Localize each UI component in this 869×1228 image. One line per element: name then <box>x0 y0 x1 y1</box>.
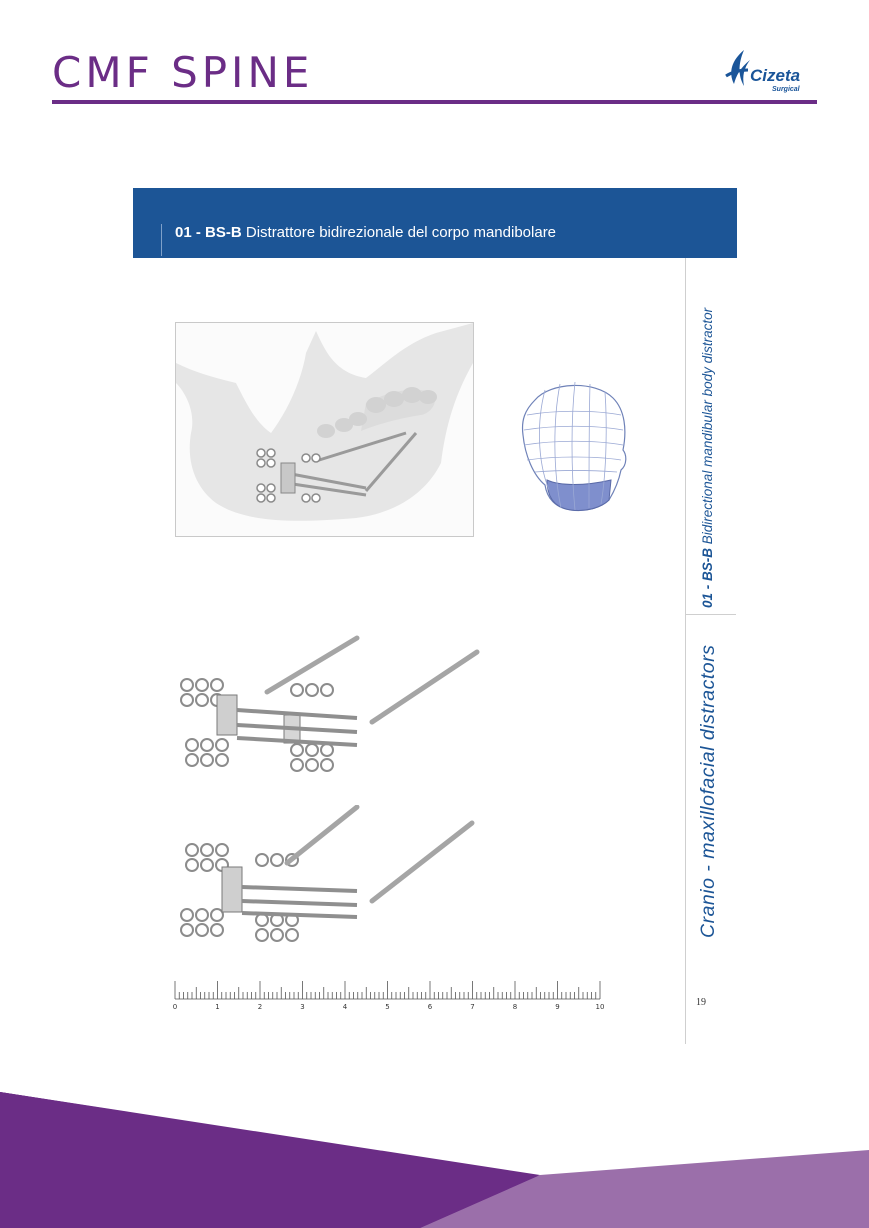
ruler-label: 9 <box>555 1003 560 1011</box>
ruler-label: 2 <box>257 1003 263 1011</box>
measurement-ruler <box>170 975 610 1015</box>
side-category-label: Cranio - maxillofacial distractors <box>697 644 719 938</box>
title-divider <box>161 224 162 256</box>
ruler-label: 10 <box>595 1003 605 1011</box>
header-rule <box>52 100 817 104</box>
distractor-device-bottom <box>172 805 492 955</box>
logo-sub: Surgical <box>772 86 800 93</box>
logo-name: Cizeta <box>750 66 801 85</box>
side-rule <box>685 258 686 1044</box>
side-product-code: 01 - BS-B <box>700 547 715 608</box>
ruler-label: 0 <box>172 1003 178 1011</box>
section-code: 01 - BS-B <box>175 224 242 241</box>
ruler-label: 5 <box>385 1003 390 1011</box>
head-region-icon <box>515 380 630 515</box>
page-number: 19 <box>696 997 706 1008</box>
ruler-label: 7 <box>470 1003 475 1011</box>
ruler-label: 1 <box>215 1003 220 1011</box>
header-title: CMF SPINE <box>52 48 314 97</box>
section-title <box>175 224 556 241</box>
ruler-label: 8 <box>512 1003 518 1011</box>
brand-logo <box>722 46 817 100</box>
side-tick <box>686 614 736 615</box>
ruler-label: 4 <box>342 1003 348 1011</box>
distractor-device-top <box>172 630 492 780</box>
ruler-label: 3 <box>300 1003 305 1011</box>
section-title-it: Distrattore bidirezionale del corpo mandibolare <box>245 224 557 241</box>
side-product-title: Bidirectional mandibular body distractor <box>700 307 715 545</box>
footer-decoration <box>0 1080 869 1228</box>
mandible-photo <box>175 322 474 537</box>
section-title-bar <box>133 188 737 258</box>
mandible-illustration <box>176 323 473 536</box>
ruler-label: 6 <box>427 1003 433 1011</box>
side-product-label <box>700 308 715 608</box>
